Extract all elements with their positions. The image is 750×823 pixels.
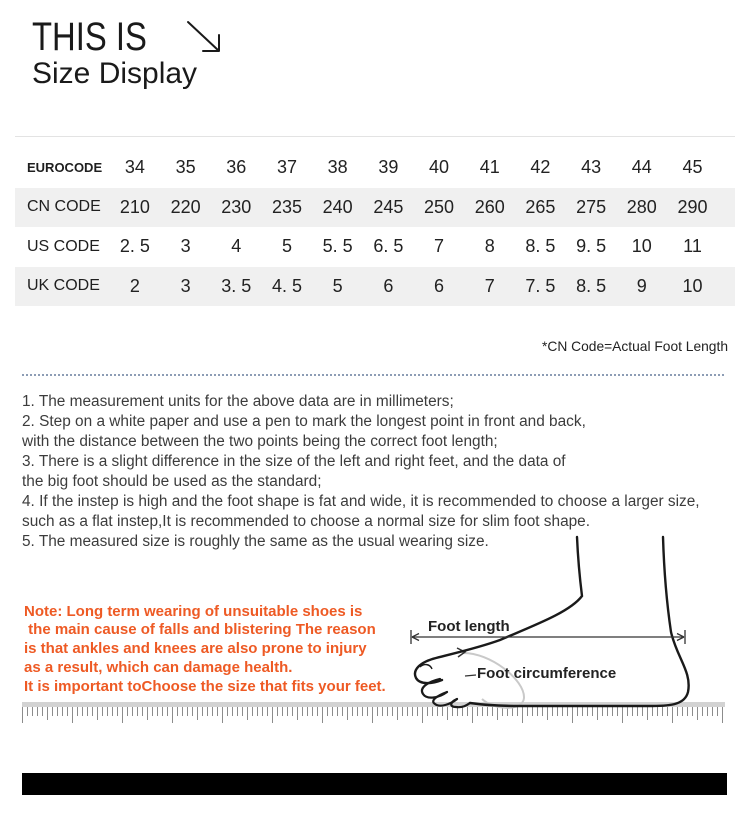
instruction-line: the big foot should be used as the standard; (22, 473, 322, 490)
measurement-instructions (22, 392, 700, 552)
size-cell: 41 (479, 157, 500, 178)
size-cell: 245 (373, 196, 404, 217)
instruction-line: such as a flat instep,It is recommended to choose a normal size for slim foot shape. (22, 513, 591, 530)
size-cell: 240 (322, 196, 353, 217)
table-top-rule (15, 136, 735, 137)
size-cell: 36 (226, 157, 247, 178)
instruction-line: 4. If the instep is high and the foot shape is fat and wide, it is recommended to choose a larger size, (22, 493, 700, 510)
size-cell: 40 (429, 157, 450, 178)
size-cell: 6 (434, 275, 445, 296)
health-warning (24, 603, 386, 697)
size-cell: 230 (221, 196, 252, 217)
size-cell: 250 (424, 196, 455, 217)
instruction-line: 1. The measurement units for the above data are in millimeters; (22, 393, 454, 410)
size-cell: 10 (682, 275, 703, 296)
size-cell: 44 (631, 157, 652, 178)
size-cell: 3. 5 (221, 275, 252, 296)
instruction-line: 3. There is a slight difference in the size of the left and right feet, and the data of (22, 453, 566, 470)
size-row-us-code (15, 227, 735, 267)
size-cell: 9. 5 (576, 236, 607, 257)
size-cell: 210 (119, 196, 150, 217)
size-row-uk-code (15, 267, 735, 307)
size-cell: 280 (626, 196, 657, 217)
instruction-line: 5. The measured size is roughly the same as the usual wearing size. (22, 533, 489, 550)
size-cell: 3 (180, 236, 191, 257)
size-cell: 260 (474, 196, 505, 217)
row-label: CN CODE (27, 198, 101, 216)
warning-line: is that ankles and knees are also prone to injury (24, 640, 367, 658)
size-cell: 3 (180, 275, 191, 296)
size-cell: 7. 5 (525, 275, 556, 296)
size-cell: 43 (581, 157, 602, 178)
size-cell: 4 (231, 236, 242, 257)
size-cell: 10 (631, 236, 652, 257)
size-cell: 2. 5 (119, 236, 150, 257)
size-cell: 290 (677, 196, 708, 217)
size-cell: 38 (327, 157, 348, 178)
size-cell: 2 (129, 275, 140, 296)
size-cell: 265 (525, 196, 556, 217)
instruction-line: with the distance between the two points being the correct foot length; (22, 433, 498, 450)
row-label: US CODE (27, 237, 100, 255)
size-cell: 5 (281, 236, 292, 257)
size-cell: 34 (124, 157, 145, 178)
size-cell: 5 (332, 275, 343, 296)
size-row-eurocode (15, 148, 735, 188)
size-row-cn-code (15, 188, 735, 228)
circumference-leader-line (465, 675, 476, 676)
toenail (420, 665, 432, 669)
size-cell: 9 (636, 275, 647, 296)
size-cell: 275 (576, 196, 607, 217)
size-cell: 39 (378, 157, 399, 178)
foot-length-label: Foot length (428, 618, 510, 635)
warning-line: Note: Long term wearing of unsuitable shoes is (24, 602, 363, 620)
arrow-down-right-icon (183, 18, 223, 56)
size-cell: 11 (683, 236, 702, 257)
size-cell: 37 (276, 157, 298, 178)
size-cell: 6. 5 (373, 236, 404, 257)
size-cell: 4. 5 (271, 275, 303, 296)
warning-line: the main cause of falls and blistering The reason (24, 621, 376, 639)
size-cell: 7 (484, 275, 495, 296)
instruction-line: 2. Step on a white paper and use a pen to mark the longest point in front and back, (22, 413, 586, 430)
size-cell: 8 (484, 236, 495, 257)
size-cell: 235 (271, 196, 303, 217)
size-footnote: *CN Code=Actual Foot Length (542, 339, 728, 354)
warning-line: as a result, which can damage health. (24, 658, 293, 676)
row-label: EUROCODE (27, 160, 103, 176)
row-label: UK CODE (27, 277, 100, 295)
size-cell: 35 (175, 157, 196, 178)
page-title-line2: Size Display (32, 57, 198, 90)
foot-circumference-label: Foot circumference (477, 665, 617, 682)
size-cell: 5. 5 (322, 236, 353, 257)
size-cell: 7 (434, 236, 445, 257)
bottom-bar (22, 773, 727, 795)
foot-outline-front (415, 537, 582, 683)
toe (451, 699, 470, 707)
size-cell: 220 (170, 196, 201, 217)
size-cell: 42 (530, 157, 551, 178)
size-table (15, 148, 735, 306)
size-cell: 45 (682, 157, 703, 178)
dotted-divider (22, 374, 724, 376)
page-title-line1: THIS IS (32, 15, 147, 59)
warning-line: It is important toChoose the size that fits your feet. (24, 677, 386, 695)
size-cell: 8. 5 (525, 236, 556, 257)
size-cell: 6 (383, 275, 394, 296)
size-cell: 8. 5 (576, 275, 607, 296)
